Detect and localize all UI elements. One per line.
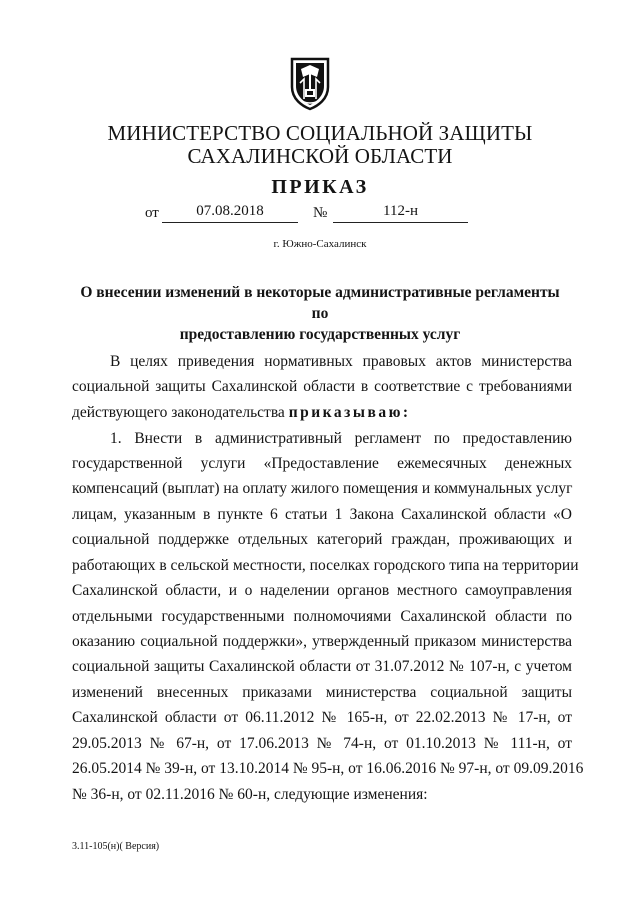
body-line <box>72 402 572 424</box>
coat-of-arms-icon <box>288 55 332 111</box>
ministry-name-line1: МИНИСТЕРСТВО СОЦИАЛЬНОЙ ЗАЩИТЫ <box>107 121 533 145</box>
number-underline <box>333 222 468 223</box>
body-text: действующего законодательства <box>72 404 285 421</box>
body-line: В целях приведения нормативных правовых актов министерства <box>110 353 572 370</box>
item-line: изменений внесенных приказами министерства социальной защиты <box>72 684 572 701</box>
item-line: Сахалинской области, и о наделении органов местного самоуправления <box>72 582 572 599</box>
city-name: г. Южно-Сахалинск <box>273 238 367 250</box>
item-line: 1. Внести в административный регламент по предоставлению <box>110 430 572 447</box>
order-subject <box>72 282 568 345</box>
date-prefix: от <box>145 205 159 221</box>
order-date: 07.08.2018 <box>196 203 264 219</box>
subject-line: О внесении изменений в некоторые административные регламенты по <box>80 284 560 322</box>
form-code: 3.11-105(н)( Версия) <box>72 841 160 852</box>
item-line: Сахалинской области от 06.11.2012 № 165-н, от 22.02.2013 № 17-н, от <box>72 709 572 726</box>
subject-line: предоставлению государственных услуг <box>179 326 461 343</box>
item-line: оказанию социальной поддержки», утвержденный приказом министерства <box>72 633 572 650</box>
prikazyvayu-word: приказываю: <box>288 404 411 421</box>
body-line: социальной защиты Сахалинской области в соответствие с требованиями <box>72 378 572 395</box>
item-line: социальной поддержке отдельных категорий граждан, проживающих и <box>72 531 572 548</box>
item-line: работающих в сельской местности, поселках городского типа на территории <box>72 557 579 574</box>
order-number: 112-н <box>383 203 418 219</box>
date-underline <box>162 222 298 223</box>
item-line: отдельными государственными полномочиями Сахалинской области по <box>72 608 572 625</box>
item-line: 26.05.2014 № 39-н, от 13.10.2014 № 95-н, от 16.06.2016 № 97-н, от 09.09.2016 <box>72 760 584 777</box>
item-line: 29.05.2013 № 67-н, от 17.06.2013 № 74-н, от 01.10.2013 № 111-н, от <box>72 735 572 752</box>
item-line: № 36-н, от 02.11.2016 № 60-н, следующие изменения: <box>72 786 428 803</box>
item-line: лицам, указанным в пункте 6 статьи 1 Закона Сахалинской области «О <box>72 506 572 523</box>
item-line: социальной защиты Сахалинской области от 31.07.2012 № 107-н, с учетом <box>72 658 572 675</box>
ministry-name-line2: САХАЛИНСКОЙ ОБЛАСТИ <box>187 144 453 168</box>
item-line: государственной услуги «Предоставление ежемесячных денежных <box>72 455 572 472</box>
document-type-title: ПРИКАЗ <box>271 176 369 198</box>
item-line: компенсаций (выплат) на оплату жилого помещения и коммунальных услуг <box>72 480 573 497</box>
number-prefix: № <box>313 205 328 221</box>
